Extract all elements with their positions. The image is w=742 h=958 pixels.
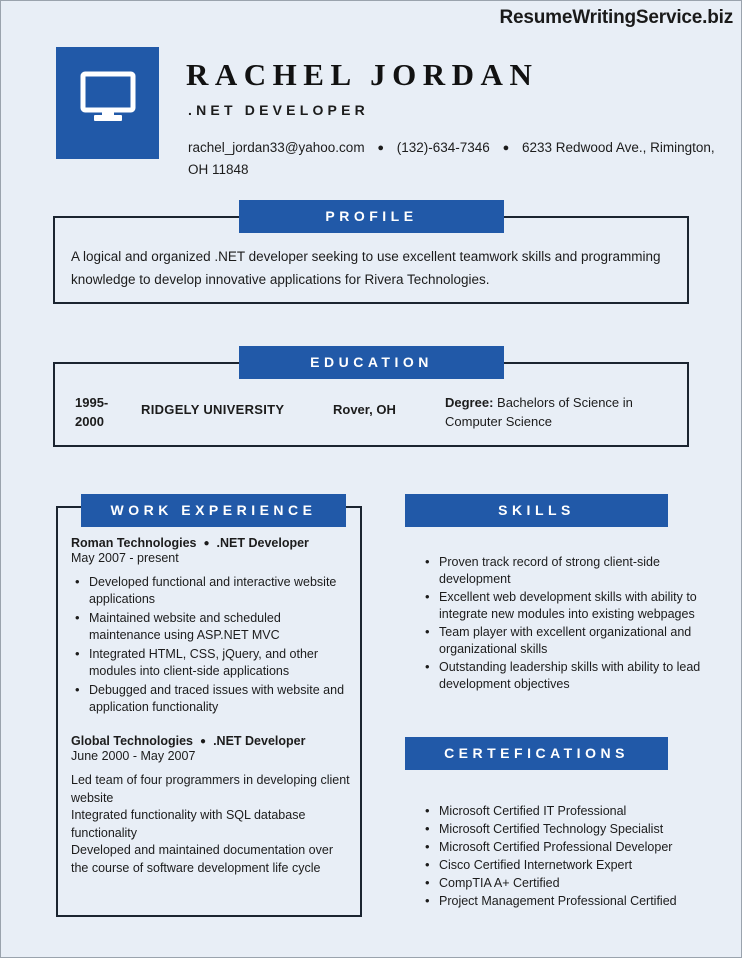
certification-item: • Microsoft Certified IT Professional bbox=[437, 803, 712, 820]
education-location: Rover, OH bbox=[333, 402, 396, 417]
job-separator-icon: ● bbox=[200, 736, 207, 748]
certification-item: • Microsoft Certified Professional Developer bbox=[437, 839, 712, 856]
certifications-list bbox=[421, 803, 712, 911]
job-description-line: Integrated functionality with SQL database functionality bbox=[71, 808, 306, 840]
education-years-line: 1995- bbox=[75, 395, 109, 410]
job-dates: June 2000 - May 2007 bbox=[71, 749, 196, 763]
job-bullet: • Developed functional and interactive website applications bbox=[87, 574, 353, 608]
job-description-line: Developed and maintained documentation over the course of software development life cycle bbox=[71, 843, 333, 875]
certification-item: • Cisco Certified Internetwork Expert bbox=[437, 857, 712, 874]
contact-email[interactable]: rachel_jordan33@yahoo.com bbox=[188, 140, 365, 155]
candidate-name: RACHEL JORDAN bbox=[186, 57, 539, 92]
job-bullet-list bbox=[71, 574, 353, 716]
education-heading: EDUCATION bbox=[239, 346, 504, 379]
education-years bbox=[75, 393, 135, 431]
job-dates: May 2007 - present bbox=[71, 551, 179, 565]
education-school: RIDGELY UNIVERSITY bbox=[141, 402, 285, 417]
job-role: .NET Developer bbox=[216, 536, 309, 550]
contact-address: 6233 Redwood Ave., Rimington, OH 11848 bbox=[188, 140, 715, 177]
education-entry bbox=[55, 393, 685, 443]
skill-item: • Team player with excellent organizational and organizational skills bbox=[437, 624, 709, 658]
profile-heading: PROFILE bbox=[239, 200, 504, 233]
job-spacer bbox=[71, 726, 353, 734]
profile-text: A logical and organized .NET developer seeking to use excellent teamwork skills and programming knowledge to develop innovative applications for Rivera Technologies. bbox=[71, 249, 661, 287]
job-company: Global Technologies bbox=[71, 734, 194, 748]
contact-separator-icon: ● bbox=[377, 141, 384, 154]
job-separator-icon: ● bbox=[203, 538, 210, 550]
job-description-lines bbox=[71, 772, 353, 877]
skills-list bbox=[421, 554, 709, 694]
job-header bbox=[71, 734, 353, 748]
contact-line bbox=[188, 137, 718, 180]
work-experience-heading: WORK EXPERIENCE bbox=[81, 494, 346, 527]
job-header bbox=[71, 536, 353, 550]
education-degree-label: Degree: bbox=[445, 395, 494, 410]
education-years-line: 2000 bbox=[75, 414, 104, 429]
job-bullet: • Maintained website and scheduled maintenance using ASP.NET MVC bbox=[87, 610, 353, 644]
resume-header bbox=[1, 45, 742, 175]
job-company: Roman Technologies bbox=[71, 536, 197, 550]
job-bullet: • Debugged and traced issues with website and application functionality bbox=[87, 682, 353, 716]
logo-badge bbox=[56, 47, 159, 159]
skills-heading: SKILLS bbox=[405, 494, 668, 527]
certification-item: • CompTIA A+ Certified bbox=[437, 875, 712, 892]
education-degree bbox=[445, 393, 670, 431]
site-watermark: ResumeWritingService.biz bbox=[499, 7, 733, 28]
candidate-job-title: .NET DEVELOPER bbox=[188, 102, 369, 118]
skill-item: • Outstanding leadership skills with ability to lead development objectives bbox=[437, 659, 709, 693]
skill-item: • Excellent web development skills with ability to integrate new modules into existing webpages bbox=[437, 589, 709, 623]
job-description-line: Led team of four programmers in developing client website bbox=[71, 773, 350, 805]
education-degree-value: Bachelors of Science in Computer Science bbox=[445, 395, 633, 429]
certification-item: • Microsoft Certified Technology Specialist bbox=[437, 821, 712, 838]
skill-item: • Proven track record of strong client-side development bbox=[437, 554, 709, 588]
certifications-heading: CERTEFICATIONS bbox=[405, 737, 668, 770]
work-experience-body bbox=[71, 536, 353, 877]
job-bullet: • Integrated HTML, CSS, jQuery, and other modules into client-side applications bbox=[87, 646, 353, 680]
contact-phone[interactable]: (132)-634-7346 bbox=[396, 140, 490, 155]
contact-separator-icon: ● bbox=[502, 141, 510, 154]
job-role: .NET Developer bbox=[213, 734, 306, 748]
monitor-icon bbox=[56, 71, 159, 123]
certification-item: • Project Management Professional Certified bbox=[437, 893, 712, 910]
